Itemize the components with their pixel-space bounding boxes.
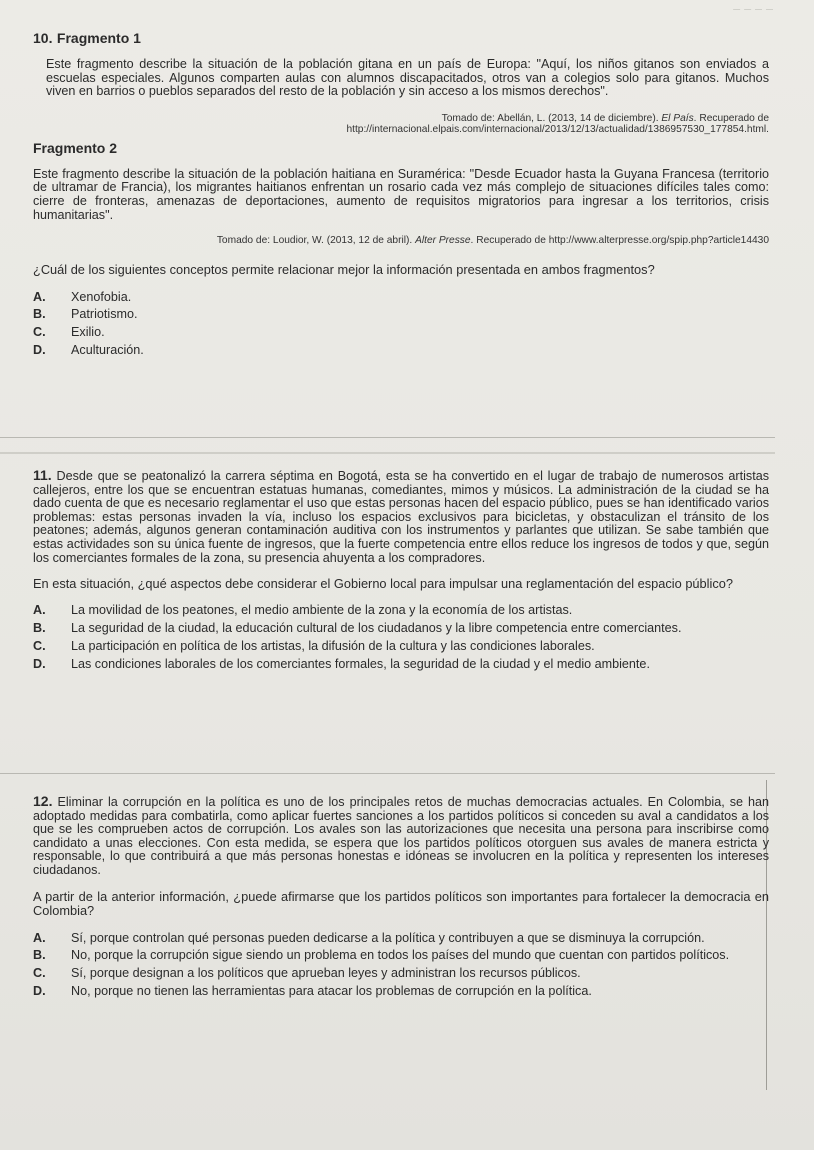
option-letter: D. [33, 983, 46, 998]
q10-options [33, 291, 769, 358]
option-text: No, porque no tienen las herramientas para atacar los problemas de corrupción en la política. [71, 983, 592, 998]
fragment-2-cite-author: Tomado de: Loudior, W. (2013, 12 de abril). [216, 235, 416, 247]
option-text: Patriotismo. [71, 307, 138, 322]
q10-option-c[interactable] [33, 326, 769, 340]
separator-2 [0, 452, 775, 454]
option-letter: D. [33, 343, 46, 358]
option-letter: C. [33, 966, 46, 981]
q12-option-a[interactable] [33, 932, 769, 946]
q12-option-d[interactable] [33, 985, 769, 999]
q11-option-d[interactable] [33, 658, 769, 672]
option-letter: C. [33, 638, 46, 653]
option-text: Aculturación. [71, 343, 144, 358]
q10-header [33, 30, 769, 48]
q12-options [33, 932, 769, 999]
option-text: Sí, porque controlan qué personas pueden dedicarse a la política y contribuyen a que se disminuya la corrupción. [71, 930, 705, 945]
fragment-1-cite-retrieved: . Recuperado de [693, 112, 769, 124]
q12-option-c[interactable] [33, 967, 769, 981]
q12-body: Eliminar la corrupción en la política es uno de los principales retos de muchas democracias actuales. En Colombia, se han adoptado medidas para combatirla, como aplicar fuertes sanciones a los partidos políticos si conceden su aval a candidatos a los que se les comprueben actos de corrupción. Los avales son las autorizaciones que necesita una persona para inscribirse como candidato a unas elecciones. Con esta medida, se espera que los partidos políticos otorguen sus avales de manera estricta y responsable, lo que contribuirá a que más personas honestas e idóneas se involucren en la política y representen los intereses ciudadanos. [33, 795, 770, 877]
option-letter: B. [33, 948, 46, 963]
option-text: Sí, porque designan a los políticos que aprueban leyes y administran los recursos públicos. [71, 966, 581, 981]
q11-text [33, 469, 769, 565]
fragment-2-cite-retrieved: . Recuperado de http://www.alterpresse.org/spip.php?article14430 [470, 235, 769, 247]
option-text: Exilio. [71, 325, 105, 340]
option-letter: C. [33, 325, 46, 340]
fragment-1-title: Fragmento 1 [56, 30, 141, 46]
option-text: Las condiciones laborales de los comerciantes formales, la seguridad de la ciudad y el medio ambiente. [71, 656, 650, 671]
fragment-1-cite-source: El País [661, 112, 694, 124]
question-11 [33, 469, 769, 675]
option-text: No, porque la corrupción sigue siendo un problema en todos los países del mundo que cuentan con partidos políticos. [71, 948, 730, 963]
q12-question: A partir de la anterior información, ¿puede afirmarse que los partidos políticos son importantes para fortalecer la democracia en Colombia? [33, 888, 769, 918]
q10-number: 10. [33, 30, 53, 46]
q11-number: 11. [33, 467, 52, 483]
fragment-1-cite-url[interactable]: http://internacional.elpais.com/internacional/2013/12/13/actualidad/1386957530_177854.html. [346, 124, 769, 136]
fragment-1-cite-author: Tomado de: Abellán, L. (2013, 14 de diciembre). [441, 112, 662, 124]
q10-option-a[interactable] [33, 291, 769, 305]
option-letter: A. [33, 289, 46, 304]
option-text: La movilidad de los peatones, el medio ambiente de la zona y la economía de los artistas. [71, 603, 573, 618]
fragment-1-text: Este fragmento describe la situación de la población gitana en un país de Europa: "Aquí, los niños gitanos son enviados a escuelas especiales. Algunos comparten aulas con alumnos discapacitados, otros van a colegios solo para gitanos. Muchos viven en barrios o pueblos separados del resto de la población y sin acceso a los mismos derechos". [46, 57, 769, 99]
q11-options [33, 604, 769, 671]
page-corner-mark: — — — — [733, 6, 774, 13]
fragment-2-citation [33, 235, 769, 247]
q11-option-a[interactable] [33, 604, 769, 618]
option-text: La seguridad de la ciudad, la educación cultural de los ciudadanos y la libre competencia entre comerciantes. [71, 620, 682, 635]
option-letter: A. [33, 603, 46, 618]
q11-option-b[interactable] [33, 622, 769, 636]
q11-body: Desde que se peatonalizó la carrera séptima en Bogotá, esta se ha convertido en el lugar de trabajo de numerosos artistas callejeros, entre los que se encuentran estatuas humanas, comediantes, mimos y músicos. La administración de la ciudad se ha dado cuenta de que es necesario reglamentar el uso que estas personas hacen del espacio público, pues se han identificado varios problemas: estas personas invaden la vía, incluso los espacios exclusivos para bicicletas, y obstaculizan el tránsito de los peatones; además, algunos generan contaminación auditiva con los instrumentos y parlantes que utilizan. Se sabe también que estas actividades son su única fuente de ingresos, que la fuerte competencia entre ellos reduce los ingresos de todos y que, según los comerciantes formales de la zona, su presencia ahuyenta a los compradores. [33, 469, 770, 565]
separator-1 [0, 437, 775, 438]
fragment-1-citation [33, 113, 769, 136]
q10-option-b[interactable] [33, 308, 769, 322]
question-12 [33, 795, 769, 1003]
fragment-2-cite-source: Alter Presse [415, 235, 471, 247]
option-letter: B. [33, 620, 46, 635]
q12-option-b[interactable] [33, 949, 769, 963]
q10-question: ¿Cuál de los siguientes conceptos permite relacionar mejor la información presentada en ambos fragmentos? [33, 261, 655, 277]
option-letter: A. [33, 930, 46, 945]
q11-option-c[interactable] [33, 640, 769, 654]
option-letter: D. [33, 656, 46, 671]
fragment-2-title: Fragmento 2 [33, 139, 118, 156]
q12-text [33, 795, 769, 878]
option-letter: B. [33, 307, 46, 322]
separator-3 [0, 773, 775, 774]
option-text: La participación en política de los artistas, la difusión de la cultura y las condiciones laborales. [71, 638, 595, 653]
fragment-2-text: Este fragmento describe la situación de la población haitiana en Suramérica: "Desde Ecuador hasta la Guyana Francesa (territorio de ultramar de Francia), los migrantes haitianos enfrentan un rosario cada vez más complejo de situaciones difíciles tales como: cierre de fronteras, amenazas de deportaciones, aumento de requisitos migratorios para ingresar a los territorios, crisis humanitarias". [33, 166, 769, 222]
q11-question: En esta situación, ¿qué aspectos debe considerar el Gobierno local para impulsar una reglamentación del espacio público? [33, 576, 733, 592]
option-text: Xenofobia. [71, 289, 132, 304]
q10-option-d[interactable] [33, 344, 769, 358]
q12-number: 12. [33, 793, 53, 809]
question-10 [33, 30, 769, 362]
